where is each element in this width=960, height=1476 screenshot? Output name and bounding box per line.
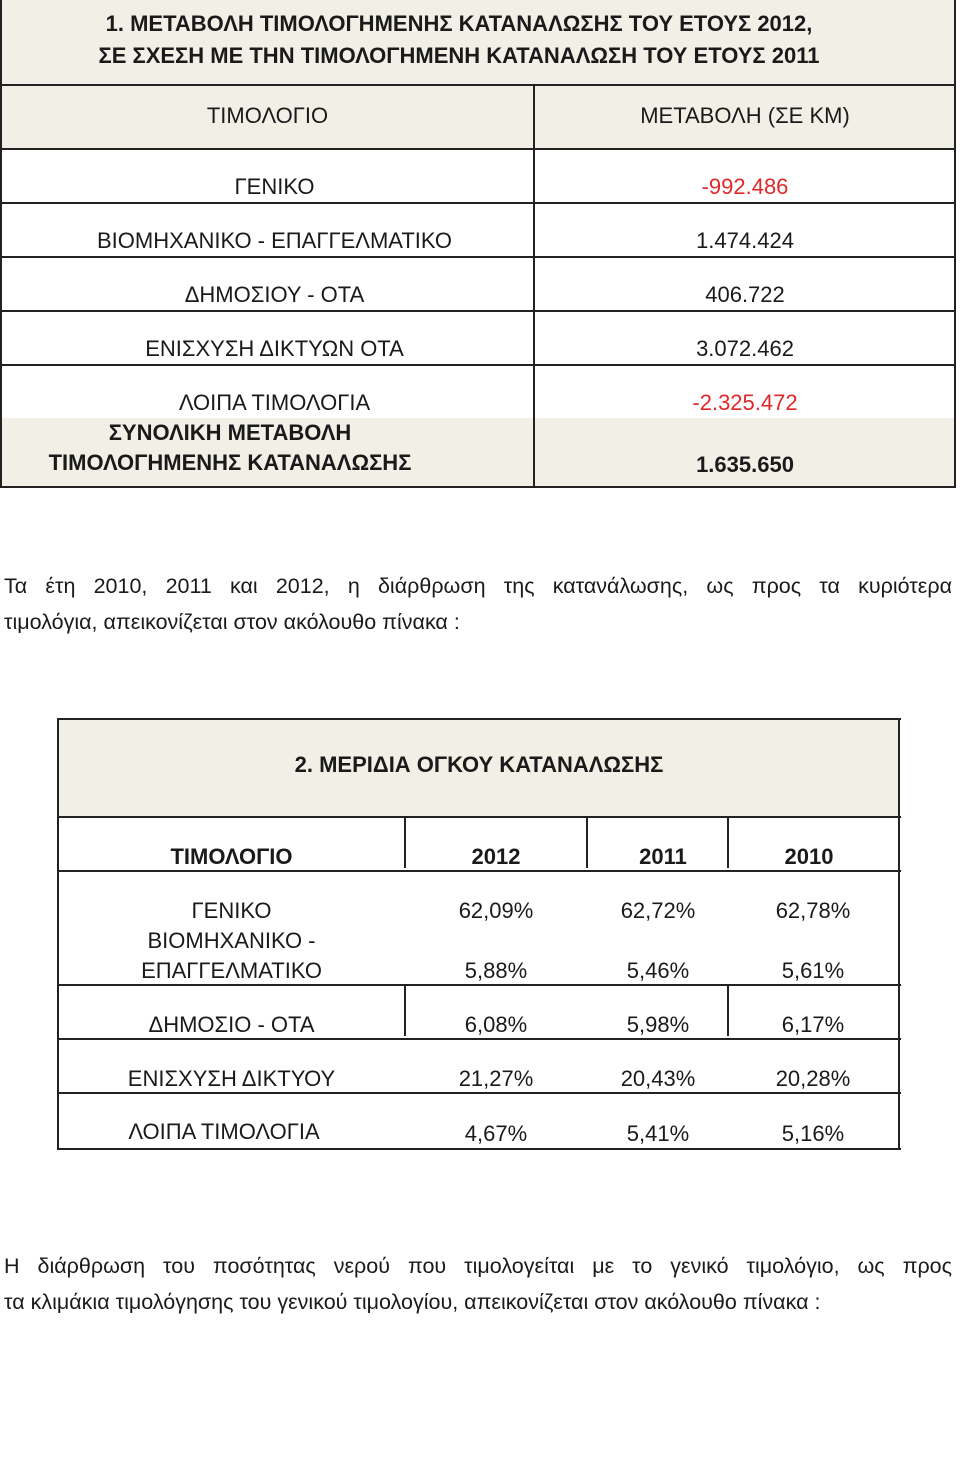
table-2-header-2011: 2011: [639, 844, 687, 869]
table-2-cell-2010: 6,17%: [781, 1012, 845, 1037]
table-2-cell-2011: 5,98%: [626, 1012, 690, 1037]
table-1-header-tariff: ΤΙΜΟΛΟΓΙΟ: [206, 103, 329, 128]
table-1: [0, 0, 960, 490]
table-1-title-line-1: 1. ΜΕΤΑΒΟΛΗ ΤΙΜΟΛΟΓΗΜΕΝΗΣ ΚΑΤΑΝΑΛΩΣΗΣ ΤΟΥ ΕΤΟΥΣ 2012,: [105, 11, 813, 36]
paragraph-1-line-2: τιμολόγια, απεικονίζεται στον ακόλουθο πίνακα :: [4, 610, 460, 634]
table-2-title: 2. ΜΕΡΙΔΙΑ ΟΓΚΟΥ ΚΑΤΑΝΑΛΩΣΗΣ: [294, 752, 664, 777]
table-2-header-2012: 2012: [471, 844, 521, 869]
table-2-row-label-line-2: ΕΠΑΓΓΕΛΜΑΤΙΚΟ: [141, 958, 322, 983]
table-2-cell-2010: 20,28%: [775, 1066, 851, 1091]
table-2-row-label: ΔΗΜΟΣΙΟ - ΟΤΑ: [148, 1012, 315, 1037]
table-2: [0, 718, 960, 1158]
table-1-row-value: -2.325.472: [692, 390, 798, 415]
table-2-row-label: ΓΕΝΙΚΟ: [191, 898, 272, 923]
table-2-row-label-line-1: ΒΙΟΜΗΧΑΝΙΚΟ -: [147, 928, 316, 953]
table-2-cell-2010: 5,16%: [781, 1121, 845, 1146]
table-1-row-value: 3.072.462: [696, 336, 794, 361]
table-2-cell-2010: 5,61%: [781, 958, 845, 983]
table-2-header-2010: 2010: [784, 844, 834, 869]
table-2-cell-2012: 21,27%: [458, 1066, 534, 1091]
table-1-row-label: ΓΕΝΙΚΟ: [234, 174, 315, 199]
table-1-row-label: ΔΗΜΟΣΙΟΥ - ΟΤΑ: [184, 282, 365, 307]
table-1-row-value: 1.474.424: [696, 228, 794, 253]
table-2-cell-2011: 62,72%: [620, 898, 696, 923]
table-2-cell-2010: 62,78%: [775, 898, 851, 923]
table-2-cell-2012: 5,88%: [464, 958, 528, 983]
table-2-cell-2012: 6,08%: [464, 1012, 528, 1037]
table-2-row-label: ΕΝΙΣΧΥΣΗ ΔΙΚΤΥΟΥ: [127, 1066, 336, 1091]
paragraph-2-line-1: Η διάρθρωση του ποσότητας νερού που τιμολογείται με το γενικό τιμολόγιο, ως προς: [4, 1254, 952, 1278]
paragraph-2-line-2: τα κλιμάκια τιμολόγησης του γενικού τιμολογίου, απεικονίζεται στον ακόλουθο πίνακα :: [4, 1290, 821, 1314]
table-2-row-label: ΛΟΙΠΑ ΤΙΜΟΛΟΓΙΑ: [128, 1119, 320, 1144]
table-1-total-value: 1.635.650: [696, 452, 794, 477]
table-2-cell-2012: 62,09%: [458, 898, 534, 923]
table-1-row-label: ΕΝΙΣΧΥΣΗ ΔΙΚΤΥΩΝ ΟΤΑ: [145, 336, 404, 361]
table-1-row-label: ΛΟΙΠΑ ΤΙΜΟΛΟΓΙΑ: [178, 390, 371, 415]
table-1-row-label: ΒΙΟΜΗΧΑΝΙΚΟ - ΕΠΑΓΓΕΛΜΑΤΙΚΟ: [97, 228, 452, 253]
paragraph-1-line-1: Τα έτη 2010, 2011 και 2012, η διάρθρωση της κατανάλωσης, ως προς τα κυριότερα: [4, 574, 952, 598]
table-2-header-tariff: ΤΙΜΟΛΟΓΙΟ: [170, 844, 293, 869]
table-1-title-line-2: ΣΕ ΣΧΕΣΗ ΜΕ ΤΗΝ ΤΙΜΟΛΟΓΗΜΕΝΗ ΚΑΤΑΝΑΛΩΣΗ ΤΟΥ ΕΤΟΥΣ 2011: [98, 43, 820, 68]
table-2-cell-2011: 20,43%: [620, 1066, 696, 1091]
table-2-cell-2012: 4,67%: [464, 1121, 528, 1146]
table-1-row-value: 406.722: [705, 282, 785, 307]
table-1-header-change: ΜΕΤΑΒΟΛΗ (ΣΕ ΚΜ): [640, 103, 850, 128]
table-1-total-label-line-1: ΣΥΝΟΛΙΚΗ ΜΕΤΑΒΟΛΗ: [108, 420, 352, 445]
table-2-cell-2011: 5,46%: [626, 958, 690, 983]
table-1-row-value: -992.486: [701, 174, 789, 199]
table-2-cell-2011: 5,41%: [626, 1121, 690, 1146]
table-1-total-label-line-2: ΤΙΜΟΛΟΓΗΜΕΝΗΣ ΚΑΤΑΝΑΛΩΣΗΣ: [48, 450, 412, 475]
